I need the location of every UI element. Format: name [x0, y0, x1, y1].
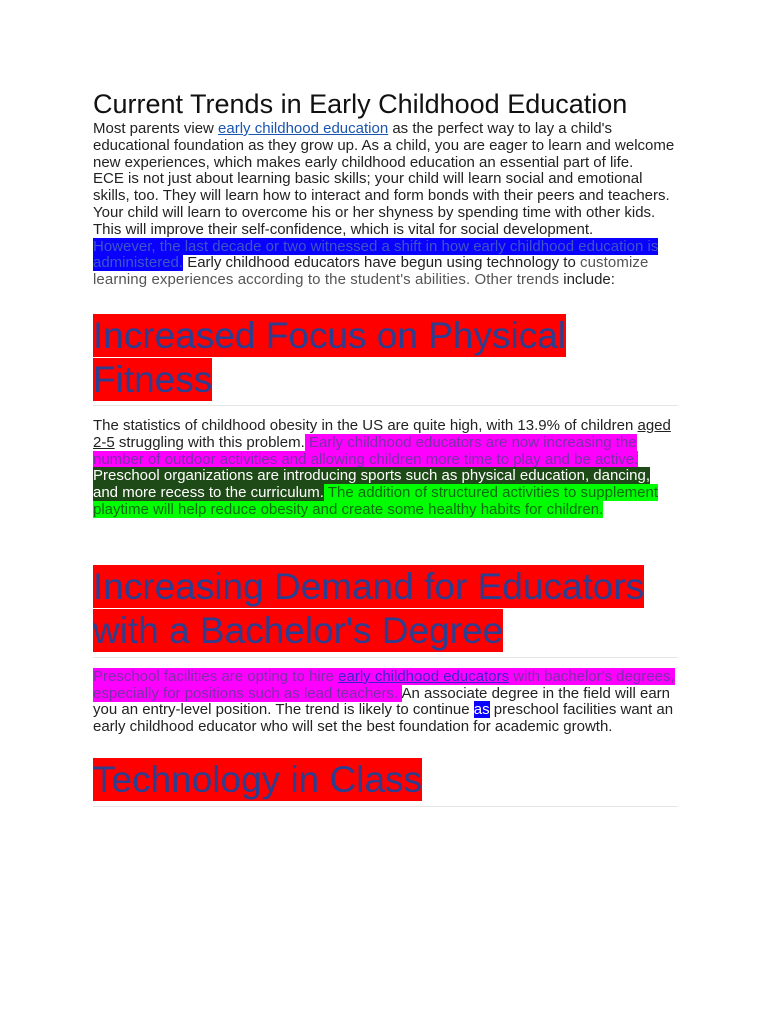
section-heading-fitness-wrap — [93, 314, 678, 402]
ece-link[interactable]: early childhood education — [218, 120, 389, 137]
text: preschool facilities want an early childhood educator who will set the best foundation for academic growth. — [93, 701, 674, 736]
gray-text: customize learning experiences according to the student's abilities. Other trends — [93, 254, 649, 289]
text: include: — [563, 271, 615, 289]
intro-paragraph-2: ECE is not just about learning basic skills; your child will learn social and emotional skills, too. They will learn how to interact and form bonds with their peers and teachers. Your child will learn to overcome his or her shyness by spending time with other kids. This will improve their self-confidence, which is vital for social development. — [93, 170, 670, 238]
highlight-blue: However, the last decade or two witnessed a shift in how early childhood education is administered. — [93, 237, 659, 272]
text: Preschool facilities are opting to hire — [93, 667, 339, 685]
text: with bachelor's degrees, especially for positions such as lead teachers. — [93, 667, 675, 702]
text: as the perfect way to lay a child's educational foundation as they grow up. As a child, you are eager to learn and welcome new experiences, which makes early childhood education an essential part of life. — [93, 120, 675, 171]
text: An associate degree in the field will earn you an entry-level position. The trend is likely to continue — [93, 684, 671, 719]
section-heading-technology: Technology in Class — [93, 758, 423, 800]
fitness-paragraph-2 — [93, 468, 678, 518]
highlight-green: The addition of structured activities to supplement playtime will help reduce obesity and create some healthy habits for children. — [93, 484, 659, 518]
highlight-as: as — [473, 701, 490, 719]
page-title: Current Trends in Early Childhood Education — [93, 89, 628, 119]
educators-link[interactable]: early childhood educators — [338, 667, 510, 685]
section-heading-degree: Increasing Demand for Educators with a Bachelor's Degree — [93, 565, 645, 651]
intro-paragraph-3 — [93, 239, 678, 289]
text: struggling with this problem. — [114, 433, 305, 451]
degree-paragraph — [93, 669, 678, 736]
divider — [93, 806, 678, 807]
section-heading-fitness: Increased Focus on Physical Fitness — [93, 314, 567, 400]
section-heading-technology-wrap — [93, 758, 678, 802]
divider — [93, 405, 678, 406]
intro-paragraph-1 — [93, 121, 678, 171]
fitness-paragraph — [93, 418, 678, 468]
highlight-dark-green: Preschool organizations are introducing sports such as physical education, dancing, and more recess to the curriculum. — [93, 467, 650, 502]
text: The statistics of childhood obesity in the US are quite high, with 13.9% of children — [93, 416, 634, 434]
text: Early childhood educators have begun using technology to — [183, 254, 576, 272]
section-heading-degree-wrap — [93, 565, 678, 653]
divider — [93, 657, 678, 658]
highlight-magenta: Early childhood educators are now increasing the number of outdoor activities and allowing children more time to play and be active. — [93, 433, 639, 468]
underlined-text: aged 2-5 — [93, 416, 671, 451]
article — [93, 88, 678, 807]
text: Most parents view — [93, 120, 219, 137]
